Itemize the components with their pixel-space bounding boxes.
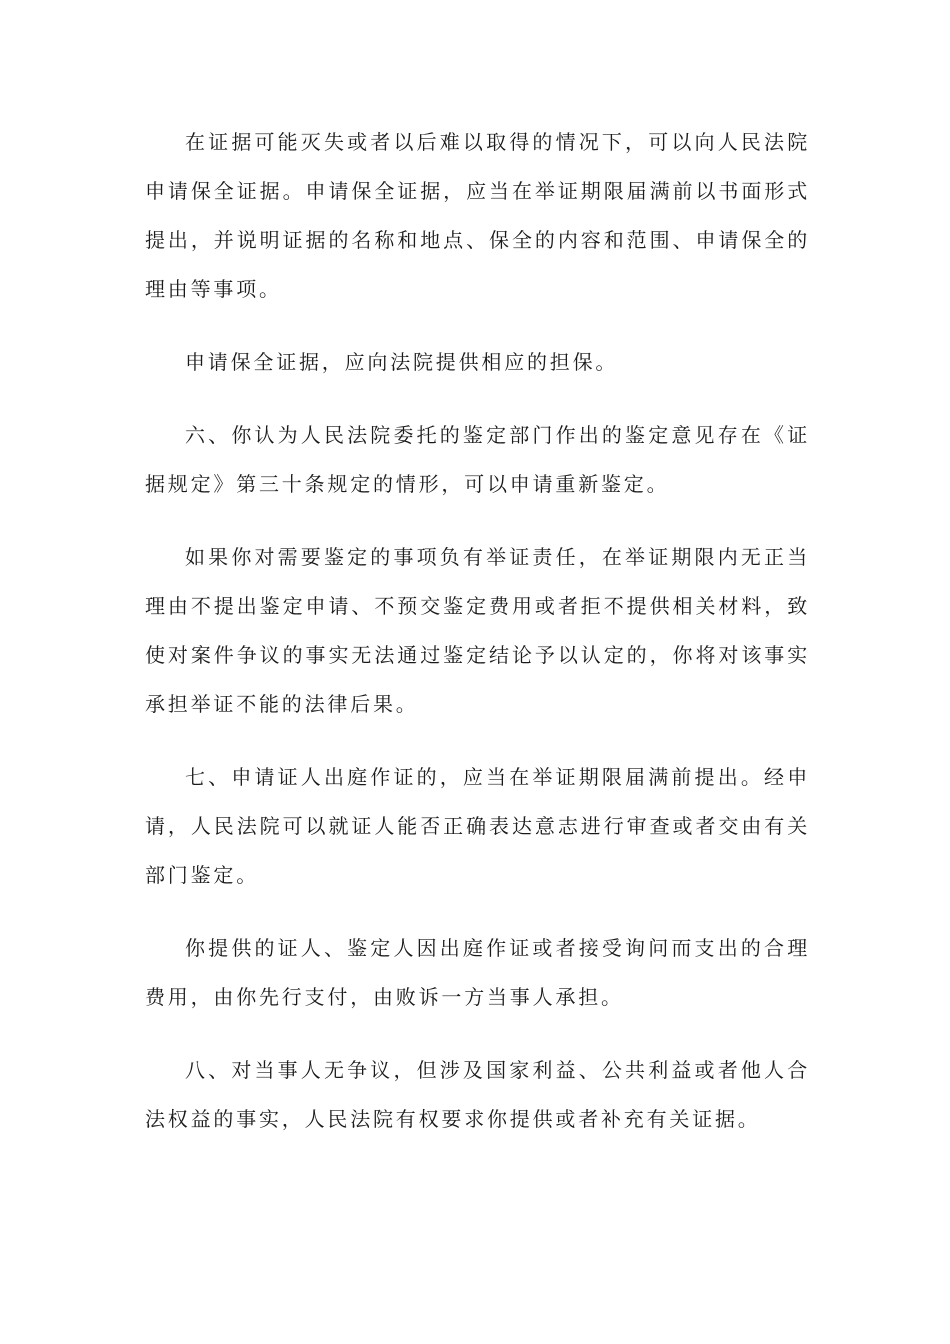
paragraph-section-six-reappraisal: 六、你认为人民法院委托的鉴定部门作出的鉴定意见存在《证据规定》第三十条规定的情形，可以申请重新鉴定。 [145,423,810,496]
paragraph-section-seven-witness: 七、申请证人出庭作证的，应当在举证期限届满前提出。经申请，人民法院可以就证人能否正确表达意志进行审查或者交由有关部门鉴定。 [145,765,810,887]
paragraph-section-eight-public-interest: 八、对当事人无争议，但涉及国家利益、公共利益或者他人合法权益的事实，人民法院有权要求你提供或者补充有关证据。 [145,1058,810,1131]
document-body [145,118,810,1168]
paragraph-evidence-preservation: 在证据可能灭失或者以后难以取得的情况下，可以向人民法院申请保全证据。申请保全证据，应当在举证期限届满前以书面形式提出，并说明证据的名称和地点、保全的内容和范围、申请保全的理由等事项。 [145,130,810,301]
paragraph-witness-expenses: 你提供的证人、鉴定人因出庭作证或者接受询问而支出的合理费用，由你先行支付，由败诉一方当事人承担。 [145,936,810,1009]
paragraph-appraisal-burden: 如果你对需要鉴定的事项负有举证责任，在举证期限内无正当理由不提出鉴定申请、不预交鉴定费用或者拒不提供相关材料，致使对案件争议的事实无法通过鉴定结论予以认定的，你将对该事实承担举证不能的法律后果。 [145,545,810,716]
paragraph-preservation-guarantee: 申请保全证据，应向法院提供相应的担保。 [185,350,619,374]
